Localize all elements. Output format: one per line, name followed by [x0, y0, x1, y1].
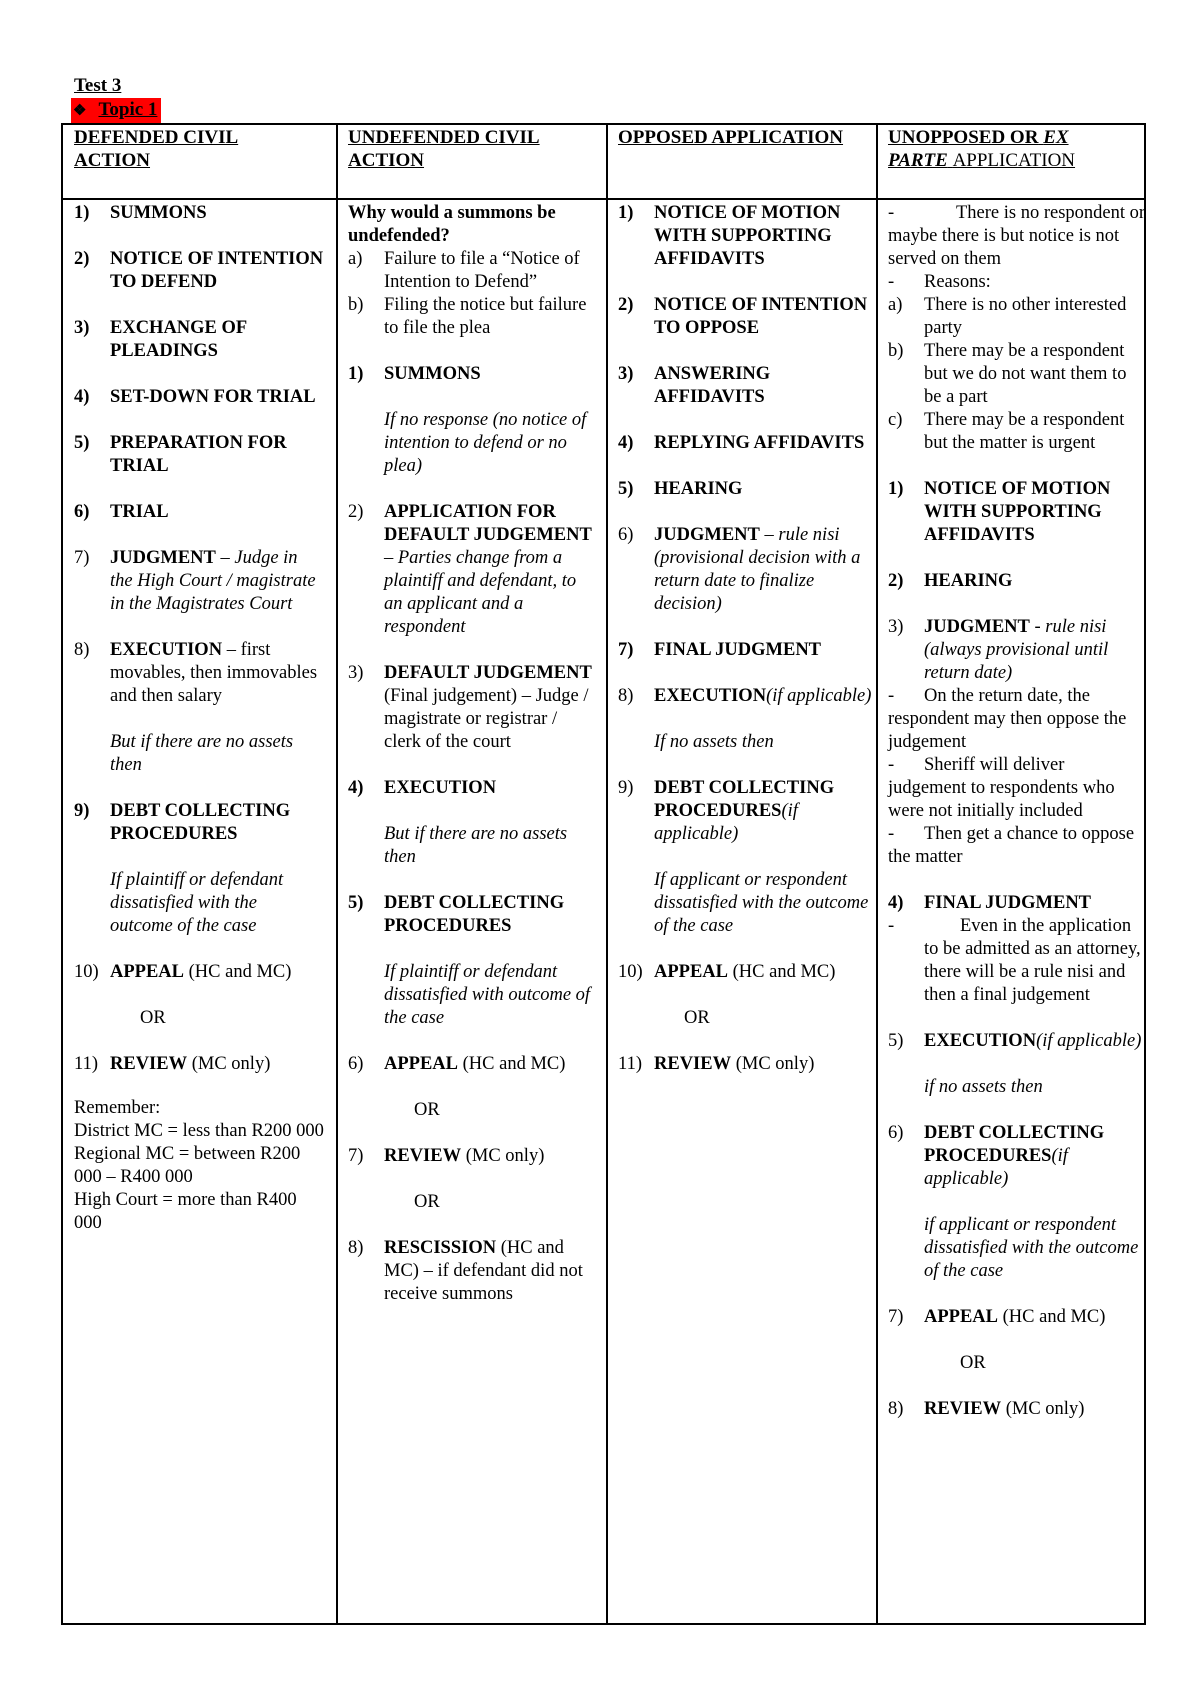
- step-text: [110, 547, 324, 616]
- column-divider: [336, 125, 338, 1623]
- step-number: 1): [618, 203, 634, 223]
- step-text: [654, 524, 873, 616]
- step-title: HEARING: [654, 479, 743, 499]
- or-separator: OR: [414, 1100, 440, 1120]
- step-title: EXECUTION: [654, 686, 767, 706]
- procedure-step: [618, 202, 873, 271]
- procedure-step: [74, 202, 324, 225]
- step-title: NOTICE OF INTENTION TO OPPOSE: [654, 295, 868, 338]
- procedure-step: [74, 248, 324, 294]
- step-title: SUMMONS: [384, 364, 481, 384]
- step-detail: – first movables, then immovables and then salary: [110, 640, 318, 706]
- step-number: 2): [74, 249, 90, 269]
- intro-text: There is no respondent or maybe there is but notice is not served on them: [888, 203, 1146, 269]
- unopposed-step: 8) REVIEW (MC only): [888, 1399, 1085, 1419]
- procedure-step: [348, 1237, 598, 1306]
- step-detail: – Judge in the High Court / magistrate in the Magistrates Court: [110, 548, 316, 614]
- step-text: [110, 317, 324, 363]
- column-divider: [606, 125, 608, 1623]
- step-number: 4): [74, 387, 90, 407]
- reason-text: There may be a respondent but we do not want them to be a part: [924, 341, 1127, 407]
- step-number: 4): [618, 433, 634, 453]
- unopposed-note: if no assets then: [924, 1077, 1043, 1097]
- unopposed-step: 7) APPEAL (HC and MC): [888, 1307, 1106, 1327]
- judgment-note-text: Sheriff will deliver judgement to respondents who were not initially included: [888, 755, 1115, 821]
- unopposed-step: 5) EXECUTION(if applicable): [888, 1031, 1142, 1051]
- step-detail: (MC only): [461, 1146, 545, 1166]
- step-detail: (HC and MC): [728, 962, 836, 982]
- reason-item: [888, 340, 1146, 409]
- step-number: 5): [348, 893, 364, 913]
- procedure-step: [348, 1145, 598, 1168]
- heading-unopposed: UNOPPOSED OR EX PARTE APPLICATION: [888, 127, 1076, 171]
- step-text: [110, 800, 324, 846]
- undefended-question: Why would a summons be undefended?: [348, 203, 556, 246]
- step-text: [110, 961, 324, 984]
- step-title: APPLICATION FOR DEFAULT JUDGEMENT: [384, 502, 592, 545]
- step-text: [384, 1053, 598, 1076]
- step-text: [654, 202, 873, 271]
- step-title: PREPARATION FOR TRIAL: [110, 433, 287, 476]
- step-number: 9): [74, 801, 90, 821]
- unopposed-step: 4) FINAL JUDGMENT: [888, 893, 1092, 913]
- undefended-reasons: [348, 248, 598, 340]
- reasons-point: - Reasons:: [888, 272, 991, 292]
- judgment-note: [888, 823, 1146, 869]
- reason-text: There may be a respondent but the matter is urgent: [924, 410, 1125, 453]
- step-title: ANSWERING AFFIDAVITS: [654, 364, 771, 407]
- topic-heading: [71, 98, 161, 123]
- judgment-note: [888, 685, 1146, 754]
- procedure-step: [348, 892, 598, 938]
- step-title: DEBT COLLECTING PROCEDURES: [654, 778, 835, 821]
- intro-point: -: [888, 203, 895, 223]
- procedure-step: [618, 777, 873, 846]
- unopposed-step: 3) JUDGMENT - rule nisi (always provisional until return date): [888, 617, 1109, 683]
- column-undefended: [348, 202, 598, 1329]
- step-detail: (MC only): [187, 1054, 271, 1074]
- final-judgment-note: - Even in the application to be admitted as an attorney, there will be a rule nisi and then a final judgement: [888, 916, 1141, 1005]
- dash-marker: -: [888, 755, 895, 775]
- step-text: [384, 892, 598, 938]
- step-title: EXECUTION: [110, 640, 223, 660]
- procedure-step: [348, 1053, 598, 1076]
- step-note: But if there are no assets then: [384, 824, 568, 867]
- step-number: 7): [618, 640, 634, 660]
- step-title: SUMMONS: [110, 203, 207, 223]
- heading-opposed: OPPOSED APPLICATION: [618, 127, 844, 148]
- procedure-table: [61, 123, 1146, 1625]
- reason-letter: b): [348, 295, 364, 315]
- step-number: 2): [618, 295, 634, 315]
- step-text: [110, 248, 324, 294]
- procedure-step: [618, 961, 873, 984]
- procedure-step: [618, 294, 873, 340]
- procedure-step: [348, 363, 598, 386]
- step-number: 3): [618, 364, 634, 384]
- topic-label: Topic 1: [98, 99, 158, 120]
- step-number: 1): [348, 364, 364, 384]
- reason-item: [348, 294, 598, 340]
- step-text: [110, 1053, 324, 1076]
- reason-letter: a): [888, 295, 903, 315]
- reason-text: Filing the notice but failure to file the plea: [384, 295, 587, 338]
- step-detail: (HC and MC): [184, 962, 292, 982]
- procedure-step: [74, 639, 324, 708]
- step-text: [384, 662, 598, 754]
- unopposed-step: 2) HEARING: [888, 571, 1013, 591]
- procedure-step: [618, 1053, 873, 1076]
- reason-text: Failure to file a “Notice of Intention to Defend”: [384, 249, 580, 292]
- step-title: FINAL JUDGMENT: [654, 640, 822, 660]
- step-title: APPEAL: [384, 1054, 458, 1074]
- reason-item: [888, 409, 1146, 455]
- procedure-step: [74, 317, 324, 363]
- step-text: [384, 501, 598, 639]
- unopposed-step: 6) DEBT COLLECTING PROCEDURES(if applicable): [888, 1123, 1105, 1189]
- reason-letter: a): [348, 249, 363, 269]
- procedure-step: [74, 961, 324, 984]
- step-title: REVIEW: [384, 1146, 462, 1166]
- step-number: 9): [618, 778, 634, 798]
- remember-line: High Court = more than R400 000: [74, 1190, 297, 1233]
- judgment-note-text: Then get a chance to oppose the matter: [888, 824, 1135, 867]
- step-number: 10): [618, 962, 643, 982]
- step-number: 2): [348, 502, 364, 522]
- step-detail: – Parties change from a plaintiff and defendant, to an applicant and a respondent: [384, 548, 577, 637]
- step-detail: (if applicable): [766, 686, 872, 706]
- step-text: [384, 363, 598, 386]
- step-number: 3): [348, 663, 364, 683]
- judgment-notes: [888, 685, 1146, 869]
- step-title: APPEAL: [654, 962, 728, 982]
- step-number: 3): [74, 318, 90, 338]
- judgment-note-text: On the return date, the respondent may then oppose the judgement: [888, 686, 1127, 752]
- column-opposed: [618, 202, 873, 1099]
- step-detail: (HC and MC) – if defendant did not receive summons: [384, 1238, 583, 1304]
- procedure-step: [348, 662, 598, 754]
- undefended-steps: [348, 363, 598, 1306]
- step-number: 6): [348, 1054, 364, 1074]
- column-defended: [74, 202, 324, 1235]
- step-note: If no response (no notice of intention to defend or no plea): [384, 410, 587, 476]
- step-number: 11): [74, 1054, 98, 1074]
- dash-marker: -: [888, 824, 895, 844]
- header-divider: [63, 198, 1144, 200]
- unopposed-note: if applicant or respondent dissatisfied with the outcome of the case: [924, 1215, 1139, 1281]
- procedure-step: [74, 1053, 324, 1076]
- step-number: 6): [618, 525, 634, 545]
- step-title: EXECUTION: [384, 778, 497, 798]
- procedure-step: [348, 501, 598, 639]
- step-text: [384, 1237, 598, 1306]
- step-text: [654, 685, 873, 708]
- step-title: APPEAL: [110, 962, 184, 982]
- step-number: 11): [618, 1054, 642, 1074]
- step-title: NOTICE OF INTENTION TO DEFEND: [110, 249, 324, 292]
- or-separator: OR: [960, 1353, 986, 1373]
- step-title: NOTICE OF MOTION WITH SUPPORTING AFFIDAVITS: [654, 203, 841, 269]
- step-text: [654, 1053, 873, 1076]
- reason-text: There is no other interested party: [924, 295, 1127, 338]
- procedure-step: [618, 363, 873, 409]
- step-text: [654, 961, 873, 984]
- step-number: 4): [348, 778, 364, 798]
- judgment-note: [888, 754, 1146, 823]
- step-text: [110, 501, 324, 524]
- reason-letter: c): [888, 410, 903, 430]
- or-separator: OR: [684, 1008, 710, 1028]
- procedure-step: [348, 777, 598, 800]
- step-note: If applicant or respondent dissatisfied with the outcome of the case: [654, 870, 869, 936]
- procedure-step: [74, 432, 324, 478]
- step-number: 7): [74, 548, 90, 568]
- step-text: [384, 777, 598, 800]
- column-unopposed: [888, 202, 1146, 1444]
- step-number: 5): [618, 479, 634, 499]
- step-number: 8): [618, 686, 634, 706]
- step-detail: (if applicable): [654, 801, 798, 844]
- remember-line: District MC = less than R200 000: [74, 1121, 324, 1141]
- reason-item: [888, 294, 1146, 340]
- step-text: [110, 386, 324, 409]
- or-separator: OR: [140, 1008, 166, 1028]
- procedure-step: [74, 800, 324, 846]
- step-text: [110, 202, 324, 225]
- step-title: TRIAL: [110, 502, 169, 522]
- step-title: REVIEW: [654, 1054, 732, 1074]
- step-text: [654, 478, 873, 501]
- step-title: JUDGMENT: [654, 525, 760, 545]
- procedure-step: [618, 524, 873, 616]
- procedure-step: [618, 478, 873, 501]
- step-number: 5): [74, 433, 90, 453]
- page-title: Test 3: [74, 75, 122, 96]
- procedure-step: [74, 501, 324, 524]
- step-note: If plaintiff or defendant dissatisfied with outcome of the case: [384, 962, 591, 1028]
- step-text: [654, 777, 873, 846]
- procedure-step: [74, 547, 324, 616]
- procedure-step: [74, 386, 324, 409]
- step-title: DEBT COLLECTING PROCEDURES: [110, 801, 291, 844]
- step-text: [654, 639, 873, 662]
- diamond-bullet-icon: ❖: [73, 103, 87, 119]
- step-text: [654, 294, 873, 340]
- procedure-step: [618, 685, 873, 708]
- step-note: If plaintiff or defendant dissatisfied with the outcome of the case: [110, 870, 284, 936]
- step-title: REPLYING AFFIDAVITS: [654, 433, 865, 453]
- reason-item: [348, 248, 598, 294]
- step-number: 6): [74, 502, 90, 522]
- step-detail: (MC only): [731, 1054, 815, 1074]
- unopposed-step: 1) NOTICE OF MOTION WITH SUPPORTING AFFIDAVITS: [888, 479, 1111, 545]
- heading-defended: DEFENDED CIVIL ACTION: [74, 127, 239, 171]
- step-title: RESCISSION: [384, 1238, 497, 1258]
- step-text: [110, 432, 324, 478]
- heading-undefended: UNDEFENDED CIVIL ACTION: [348, 127, 540, 171]
- column-divider: [876, 125, 878, 1623]
- or-separator: OR: [414, 1192, 440, 1212]
- procedure-step: [618, 432, 873, 455]
- remember-line: Regional MC = between R200 000 – R400 000: [74, 1144, 301, 1187]
- unopposed-reasons: [888, 294, 1146, 455]
- procedure-step: [618, 639, 873, 662]
- remember-line: Remember:: [74, 1098, 161, 1118]
- step-note: But if there are no assets then: [110, 732, 294, 775]
- step-note: If no assets then: [654, 732, 774, 752]
- step-number: 7): [348, 1146, 364, 1166]
- step-number: 1): [74, 203, 90, 223]
- step-text: [384, 1145, 598, 1168]
- step-title: REVIEW: [110, 1054, 188, 1074]
- step-title: DEBT COLLECTING PROCEDURES: [384, 893, 565, 936]
- step-title: DEFAULT JUDGEMENT: [384, 663, 592, 683]
- step-title: EXCHANGE OF PLEADINGS: [110, 318, 247, 361]
- step-number: 8): [74, 640, 90, 660]
- reason-letter: b): [888, 341, 904, 361]
- step-text: [110, 639, 324, 708]
- step-title: SET-DOWN FOR TRIAL: [110, 387, 316, 407]
- step-text: [654, 363, 873, 409]
- step-number: 8): [348, 1238, 364, 1258]
- step-detail: (HC and MC): [458, 1054, 566, 1074]
- step-detail: (Final judgement) – Judge / magistrate or registrar / clerk of the court: [384, 686, 589, 752]
- dash-marker: -: [888, 686, 895, 706]
- step-title: JUDGMENT: [110, 548, 216, 568]
- step-number: 10): [74, 962, 99, 982]
- step-detail: – rule nisi (provisional decision with a return date to finalize decision): [654, 525, 861, 614]
- step-text: [654, 432, 873, 455]
